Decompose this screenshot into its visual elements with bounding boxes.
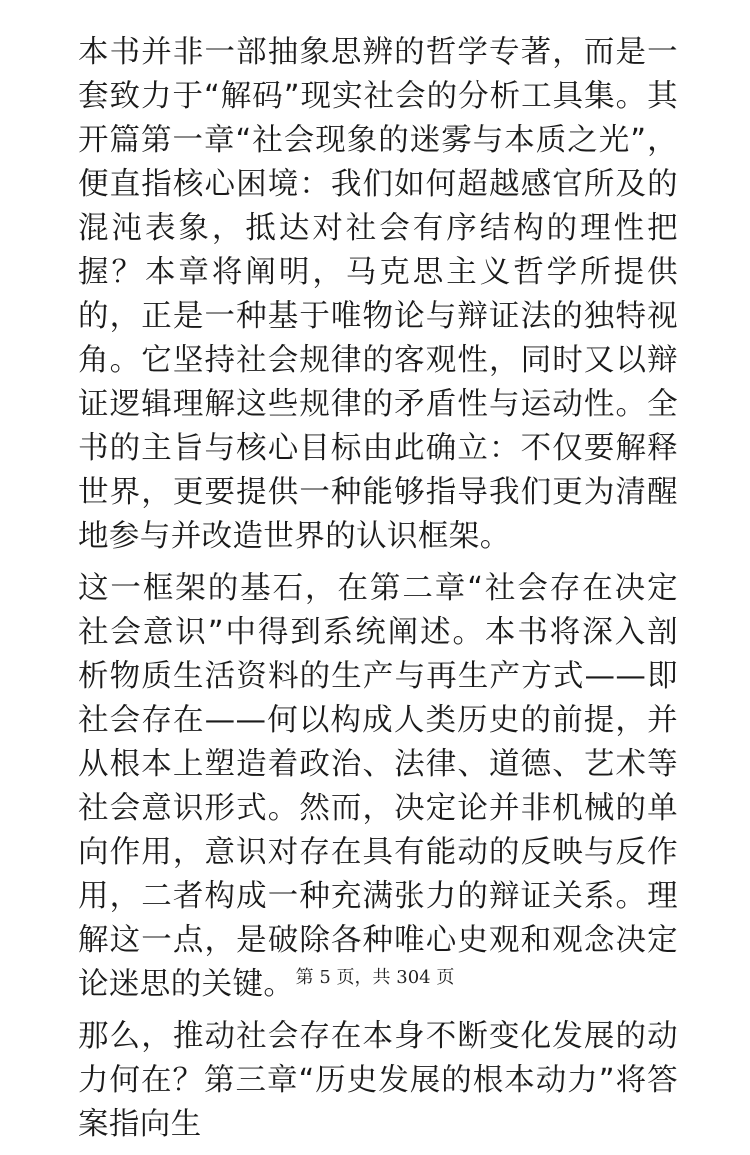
- paragraph-1: 本书并非一部抽象思辨的哲学专著，而是一套致力于“解码”现实社会的分析工具集。其开篇第一章“社会现象的迷雾与本质之光”，便直指核心困境：我们如何超越感官所及的混沌表象，抵达对社会有序结构的理性把握？本章将阐明，马克思主义哲学所提供的，正是一种基于唯物论与辩证法的独特视角。它坚持社会规律的客观性，同时又以辩证逻辑理解这些规律的矛盾性与运动性。全书的主旨与核心目标由此确立：不仅要解释世界，更要提供一种能够指导我们更为清醒地参与并改造世界的认识框架。: [78, 35, 678, 554]
- paragraph-3: 那么，推动社会存在本身不断变化发展的动力何在？第三章“历史发展的根本动力”将答案指向生: [78, 1019, 678, 1142]
- page-number-footer: 第 5 页，共 304 页: [295, 967, 455, 988]
- paragraph-2: 这一框架的基石，在第二章“社会存在决定社会意识”中得到系统阐述。本书将深入剖析物质生活资料的生产与再生产方式——即社会存在——何以构成人类历史的前提，并从根本上塑造着政治、法律、道德、艺术等社会意识形式。然而，决定论并非机械的单向作用，意识对存在具有能动的反映与反作用，二者构成一种充满张力的辩证关系。理解这一点，是破除各种唯心史观和观念决定论迷思的关键。: [78, 571, 678, 1002]
